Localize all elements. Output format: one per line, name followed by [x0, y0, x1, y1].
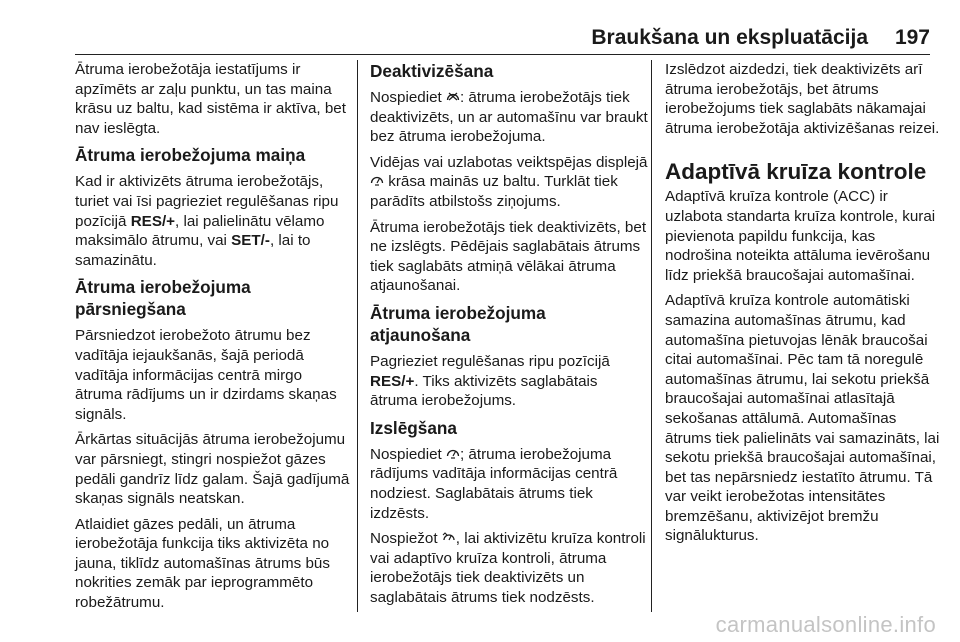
text: Nospiežot	[370, 530, 442, 548]
header-title: Braukšana un ekspluatācija	[591, 26, 868, 49]
column-divider-1	[357, 60, 358, 612]
paragraph: Pārsniedzot ierobežoto ātrumu bez vadītāja iejaukšanās, šajā periodā vadītāja informācijas centrā mirgo ātruma rādījums un ir dzirdams skaņas signāls.	[75, 327, 337, 423]
text: , lai palielinātu vēlamo maksimālo ātrumu, vai	[75, 212, 325, 250]
paragraph: Adaptīvā kruīza kontrole (ACC) ir uzlabota standarta kruīza kontrole, kurai pievienota papildu funkcija, kas nodrošina noteikta attāluma ievērošanu līdz priekšā braucošajai automašīnai.	[665, 188, 936, 284]
section-heading: Izslēgšana	[370, 417, 457, 438]
chapter-heading: Adaptīvā kruīza kontrole	[665, 159, 927, 185]
bold-term: RES/+	[370, 372, 415, 390]
paragraph	[370, 88, 648, 147]
section-heading: Deaktivizēšana	[370, 61, 494, 81]
paragraph: Ātruma ierobežotājs tiek deaktivizēts, bet ne izslēgts. Pēdējais saglabātais ātrums tiek saglabāts atmiņā vēlākai ātruma atjaunošanai.	[370, 218, 647, 295]
column-3	[665, 60, 943, 552]
header-rule	[75, 54, 930, 55]
speedometer-icon	[370, 172, 384, 192]
paragraph: Adaptīvā kruīza kontrole automātiski samazina automašīnas ātrumu, kad automašīna pietuvojas lēnāk braucošai citai automašīnai. Pēc tam tā noregulē automašīnas ātrumu, lai sekotu priekšā braucošajai automašīnai atlasītajā sekošanas attālumā. Automašīnas ātrums tiek palielināts vai samazināts, lai sekotu priekšā braucošajai automašīnai, bet tas nepārsniedz iestatīto ātrumu. Tā var veikt ierobežotas intensitātes bremzēšanu, aktivizējot bremžu signālukturus.	[665, 292, 940, 545]
page-number: 197	[894, 26, 930, 49]
paragraph	[370, 352, 648, 411]
paragraph	[370, 529, 648, 607]
text: Nospiediet	[370, 445, 446, 463]
paragraph	[370, 153, 648, 212]
paragraph: Atlaidiet gāzes pedāli, un ātruma ierobežotāja funkcija tiks aktivizēta no jauna, tiklīdz automašīnas ātrums būs nokrities zemāk par ieprogrammēto robežātrumu.	[75, 515, 330, 612]
column-2	[370, 60, 648, 613]
speedometer-icon	[446, 445, 460, 465]
text: , lai aktivizētu kruīza kontroli vai adaptīvo kruīza kontroli, ātruma ierobežotājs tiek deaktivizēts un saglabātais ātrums tiek nodzēsts.	[370, 530, 646, 606]
text: Nospiediet	[370, 89, 446, 106]
text: krāsa mainās uz baltu. Turklāt tiek parādīts atbilstošs ziņojums.	[370, 173, 618, 210]
column-1	[75, 60, 353, 619]
bold-term: RES/+	[130, 212, 176, 230]
speedometer-cross-icon	[446, 88, 460, 108]
page-header	[75, 26, 930, 50]
paragraph	[75, 172, 353, 270]
bold-term: SET/-	[231, 232, 270, 250]
section-heading: Ātruma ierobežojuma atjaunošana	[370, 302, 546, 345]
section-heading: Ātruma ierobežojuma maiņa	[75, 145, 306, 166]
text: . Tiks aktivizēts saglabātais ātruma ierobežojums.	[370, 372, 598, 410]
paragraph: Ārkārtas situācijās ātruma ierobežojumu var pārsniegt, stingri nospiežot gāzes pedāli gandrīz līdz galam. Šajā gadījumā skaņas signāls neatskan.	[75, 431, 350, 508]
text: ; ātruma ierobežojuma rādījums vadītāja informācijas centrā nodziest. Saglabātais ātrums tiek izdzēsts.	[370, 445, 618, 522]
text: Pagrieziet regulēšanas ripu pozīcijā	[370, 352, 610, 370]
text: Kad ir aktivizēts ātruma ierobežotājs, turiet vai īsi pagrieziet regulēšanas ripu pozīcijā	[75, 173, 339, 230]
text: Vidējas vai uzlabotas veiktspējas displejā	[370, 153, 648, 171]
paragraph	[370, 445, 648, 523]
text: : ātruma ierobežotājs tiek deaktivizēts, un ar automašīnu var braukt bez ātruma ierobežojuma.	[370, 89, 648, 146]
paragraph: Izslēdzot aizdedzi, tiek deaktivizēts arī ātruma ierobežotājs, bet ātrums ierobežojums tiek saglabāts nākamajai ātruma ierobežotāja aktivizēšanas reizei.	[665, 61, 940, 137]
watermark: carmanualsonline.info	[715, 612, 936, 637]
text: , lai to samazinātu.	[75, 232, 311, 269]
column-divider-2	[651, 60, 652, 612]
paragraph: Ātruma ierobežotāja iestatījums ir apzīmēts ar zaļu punktu, un tas maina krāsu uz baltu, kad sistēma ir aktīva, bet nav ieslēgta.	[75, 61, 346, 137]
speedometer-arrow-icon	[442, 529, 456, 549]
section-heading: Ātruma ierobežojuma pārsniegšana	[75, 277, 251, 320]
